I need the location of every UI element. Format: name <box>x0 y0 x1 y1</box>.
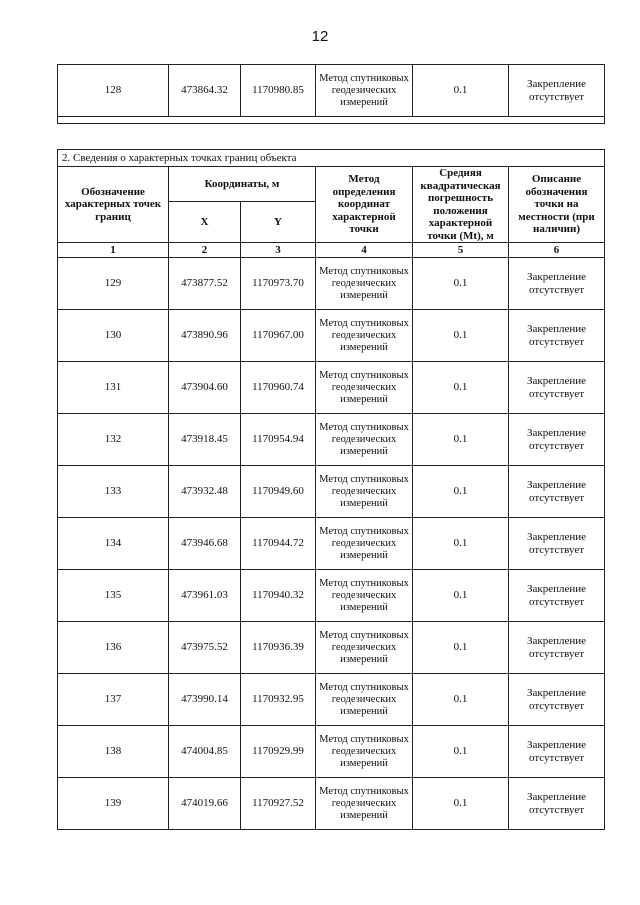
method-cell: Метод спутниковых геодезических измерений <box>316 65 413 117</box>
point-cell: 139 <box>58 778 169 830</box>
y-cell: 1170980.85 <box>241 65 316 117</box>
description-cell: Закрепление отсутствует <box>509 518 605 570</box>
table-row <box>58 414 605 466</box>
description-cell: Закрепление отсутствует <box>509 466 605 518</box>
method-cell: Метод спутниковых геодезических измерений <box>316 726 413 778</box>
header-error: Средняя квадратическая погрешность положения характерной точки (Mt), м <box>413 167 509 243</box>
y-cell: 1170940.32 <box>241 570 316 622</box>
x-cell: 473877.52 <box>169 258 241 310</box>
header-x: X <box>169 202 241 243</box>
column-number: 1 <box>58 243 169 258</box>
method-cell: Метод спутниковых геодезических измерений <box>316 518 413 570</box>
point-cell: 134 <box>58 518 169 570</box>
table-row <box>58 778 605 830</box>
table-row <box>58 570 605 622</box>
table-row <box>58 622 605 674</box>
point-cell: 130 <box>58 310 169 362</box>
y-cell: 1170954.94 <box>241 414 316 466</box>
table-row <box>58 726 605 778</box>
x-cell: 474004.85 <box>169 726 241 778</box>
method-cell: Метод спутниковых геодезических измерений <box>316 310 413 362</box>
column-number: 2 <box>169 243 241 258</box>
error-cell: 0.1 <box>413 362 509 414</box>
x-cell: 473932.48 <box>169 466 241 518</box>
error-cell: 0.1 <box>413 414 509 466</box>
x-cell: 473975.52 <box>169 622 241 674</box>
description-cell: Закрепление отсутствует <box>509 570 605 622</box>
description-cell: Закрепление отсутствует <box>509 65 605 117</box>
method-cell: Метод спутниковых геодезических измерений <box>316 258 413 310</box>
y-cell: 1170932.95 <box>241 674 316 726</box>
table-row <box>58 466 605 518</box>
point-cell: 137 <box>58 674 169 726</box>
method-cell: Метод спутниковых геодезических измерений <box>316 622 413 674</box>
y-cell: 1170973.70 <box>241 258 316 310</box>
description-cell: Закрепление отсутствует <box>509 674 605 726</box>
table-row <box>58 674 605 726</box>
error-cell: 0.1 <box>413 466 509 518</box>
description-cell: Закрепление отсутствует <box>509 258 605 310</box>
error-cell: 0.1 <box>413 778 509 830</box>
error-cell: 0.1 <box>413 258 509 310</box>
table-row <box>58 258 605 310</box>
method-cell: Метод спутниковых геодезических измерений <box>316 414 413 466</box>
method-cell: Метод спутниковых геодезических измерений <box>316 674 413 726</box>
point-cell: 133 <box>58 466 169 518</box>
point-cell: 128 <box>58 65 169 117</box>
y-cell: 1170929.99 <box>241 726 316 778</box>
description-cell: Закрепление отсутствует <box>509 310 605 362</box>
point-cell: 132 <box>58 414 169 466</box>
column-number: 3 <box>241 243 316 258</box>
column-number: 5 <box>413 243 509 258</box>
column-number: 6 <box>509 243 605 258</box>
x-cell: 473918.45 <box>169 414 241 466</box>
continued-table <box>57 64 605 124</box>
error-cell: 0.1 <box>413 622 509 674</box>
table-row <box>58 362 605 414</box>
x-cell: 473904.60 <box>169 362 241 414</box>
x-cell: 473990.14 <box>169 674 241 726</box>
x-cell: 473946.68 <box>169 518 241 570</box>
x-cell: 474019.66 <box>169 778 241 830</box>
method-cell: Метод спутниковых геодезических измерений <box>316 570 413 622</box>
error-cell: 0.1 <box>413 570 509 622</box>
table-row <box>58 310 605 362</box>
error-cell: 0.1 <box>413 674 509 726</box>
boundary-points-table <box>57 149 605 830</box>
table-row <box>58 65 605 117</box>
page-number: 12 <box>311 28 329 45</box>
y-cell: 1170960.74 <box>241 362 316 414</box>
description-cell: Закрепление отсутствует <box>509 778 605 830</box>
header-y: Y <box>241 202 316 243</box>
error-cell: 0.1 <box>413 310 509 362</box>
x-cell: 473890.96 <box>169 310 241 362</box>
y-cell: 1170927.52 <box>241 778 316 830</box>
error-cell: 0.1 <box>413 518 509 570</box>
point-cell: 131 <box>58 362 169 414</box>
header-point: Обозначение характерных точек границ <box>58 167 169 243</box>
point-cell: 135 <box>58 570 169 622</box>
error-cell: 0.1 <box>413 65 509 117</box>
y-cell: 1170944.72 <box>241 518 316 570</box>
error-cell: 0.1 <box>413 726 509 778</box>
table-spacer-row <box>58 117 605 124</box>
y-cell: 1170967.00 <box>241 310 316 362</box>
header-description: Описание обозначения точки на местности (при наличии) <box>509 167 605 243</box>
y-cell: 1170949.60 <box>241 466 316 518</box>
header-coords: Координаты, м <box>169 167 316 202</box>
method-cell: Метод спутниковых геодезических измерений <box>316 778 413 830</box>
header-method: Метод определения координат характерной точки <box>316 167 413 243</box>
table-body <box>58 258 605 830</box>
y-cell: 1170936.39 <box>241 622 316 674</box>
x-cell: 473961.03 <box>169 570 241 622</box>
description-cell: Закрепление отсутствует <box>509 726 605 778</box>
point-cell: 136 <box>58 622 169 674</box>
section-title: 2. Сведения о характерных точках границ объекта <box>58 150 605 167</box>
description-cell: Закрепление отсутствует <box>509 362 605 414</box>
x-cell: 473864.32 <box>169 65 241 117</box>
point-cell: 129 <box>58 258 169 310</box>
description-cell: Закрепление отсутствует <box>509 414 605 466</box>
column-numbers-row <box>58 243 605 258</box>
method-cell: Метод спутниковых геодезических измерений <box>316 362 413 414</box>
description-cell: Закрепление отсутствует <box>509 622 605 674</box>
point-cell: 138 <box>58 726 169 778</box>
column-number: 4 <box>316 243 413 258</box>
method-cell: Метод спутниковых геодезических измерений <box>316 466 413 518</box>
table-row <box>58 518 605 570</box>
